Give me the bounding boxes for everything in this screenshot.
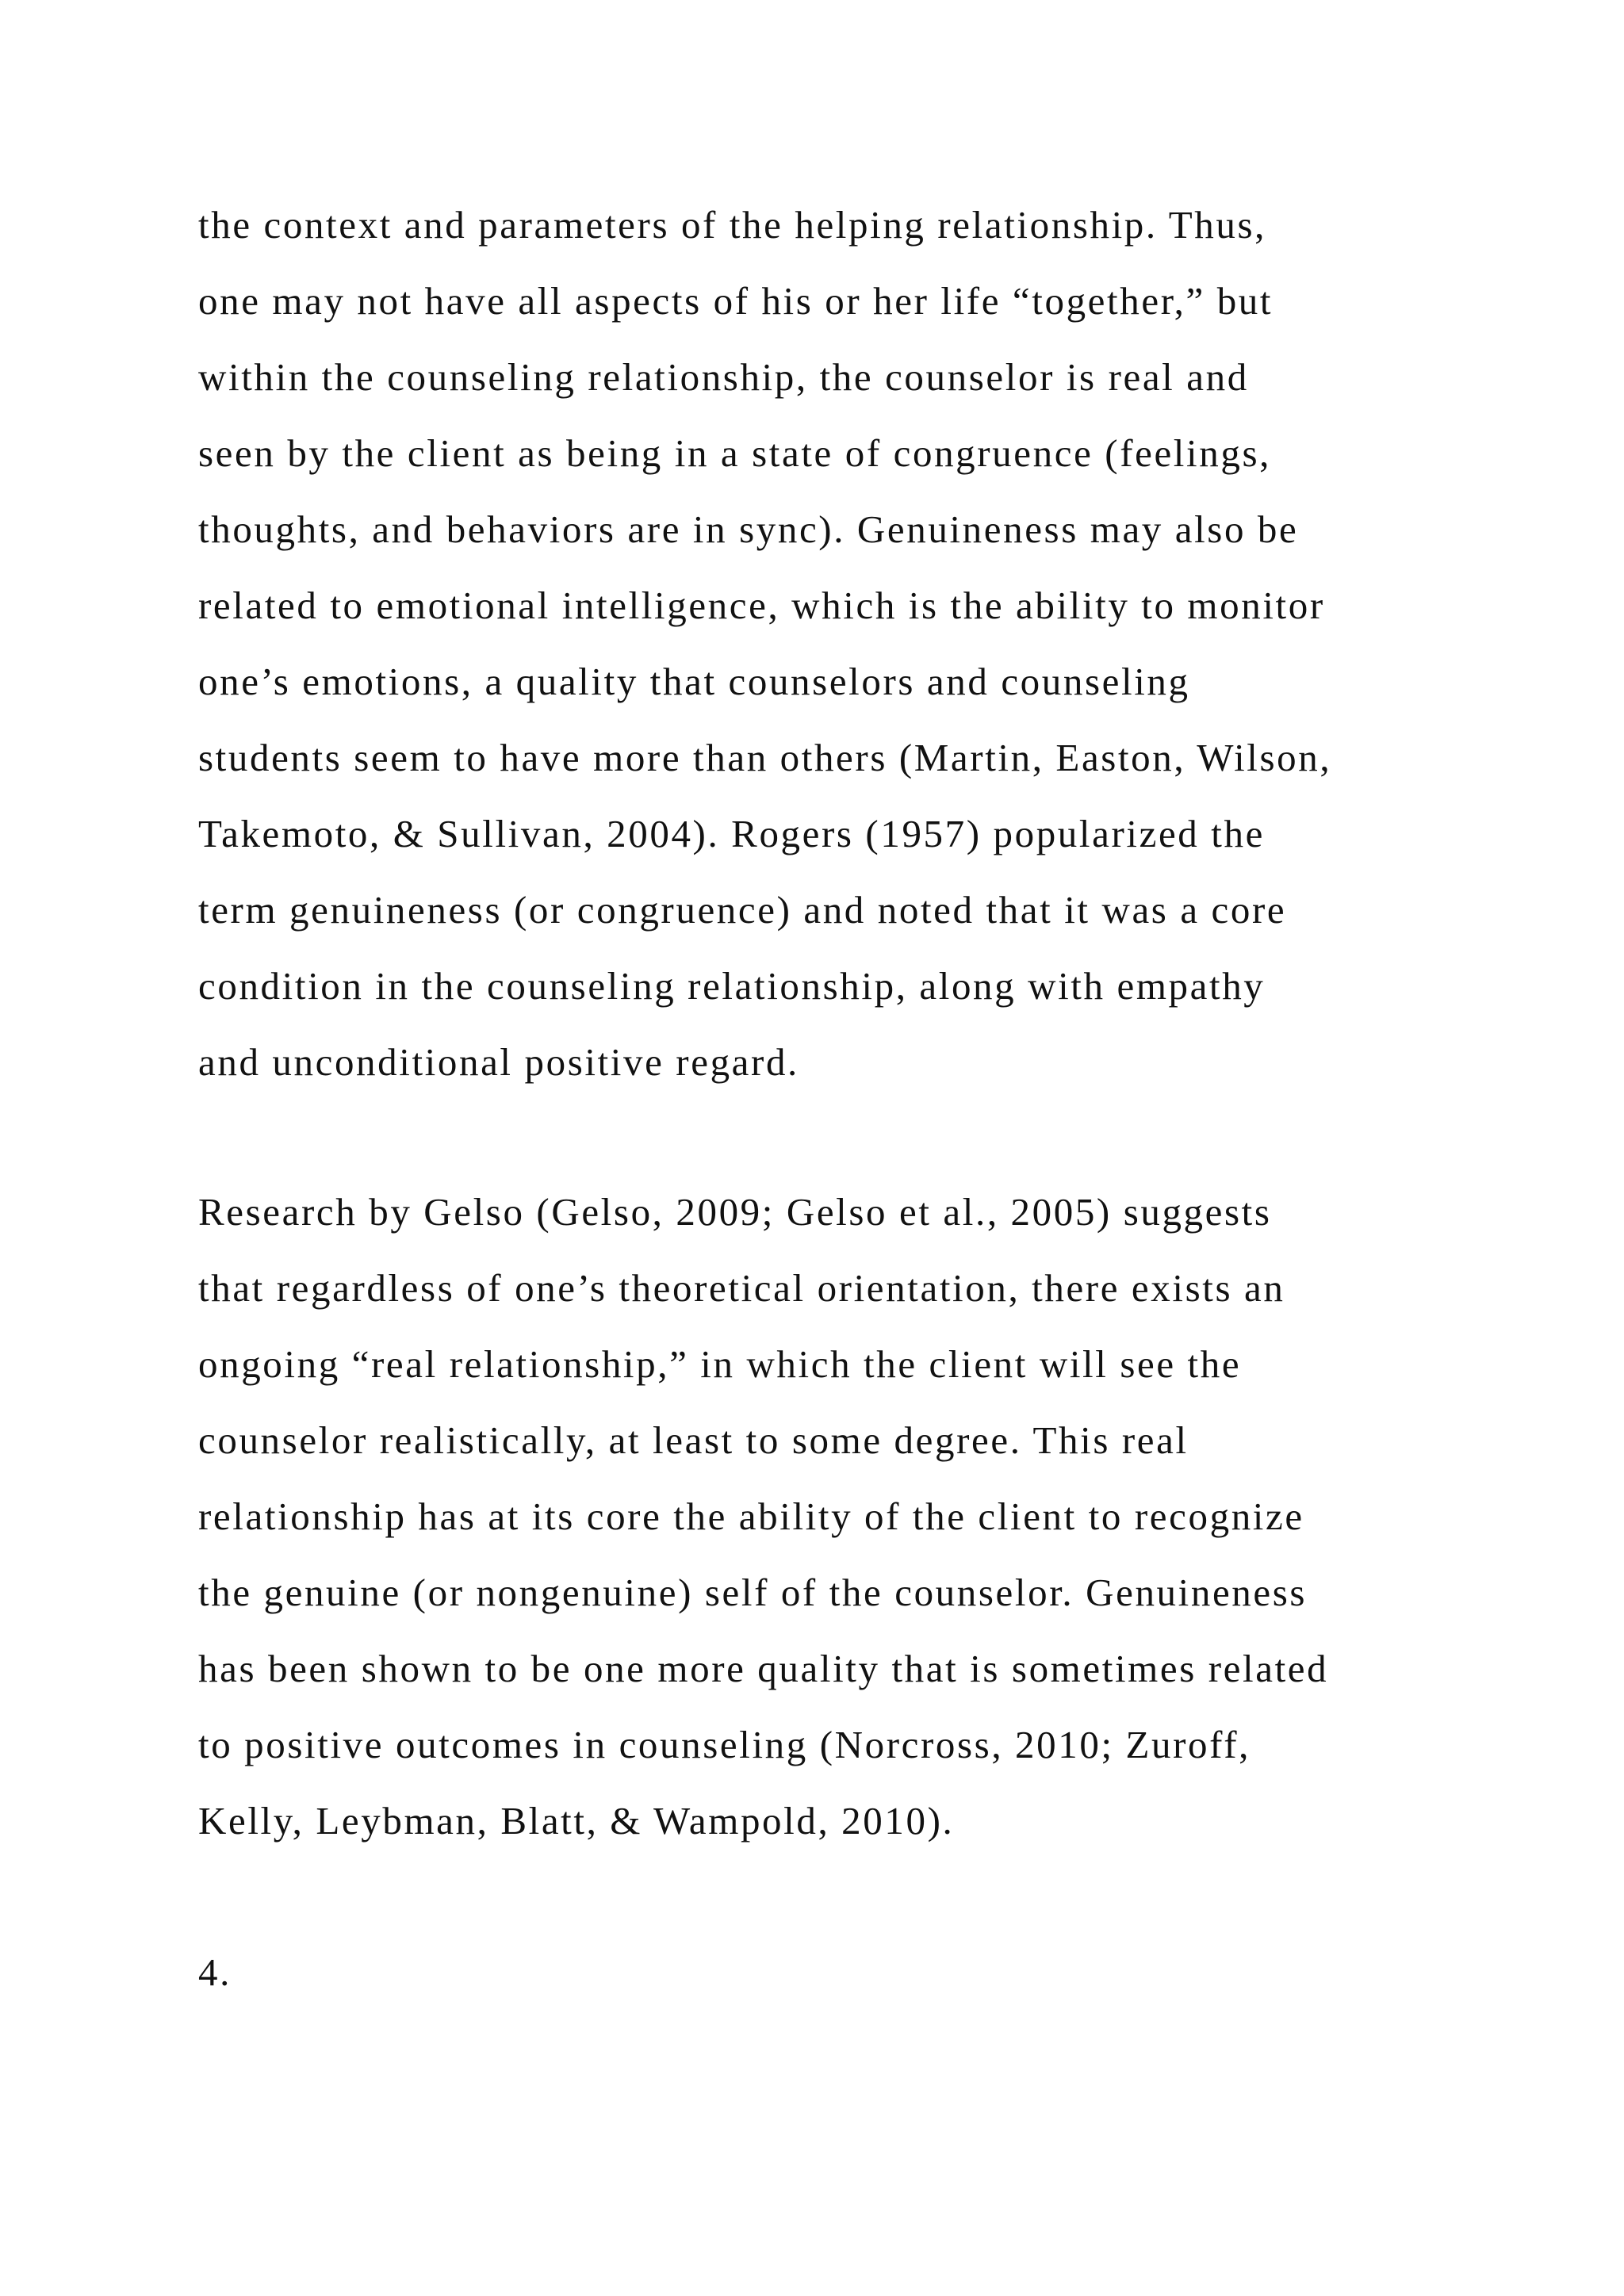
text-line: to positive outcomes in counseling (Norcross, 2010; Zuroff, — [198, 1723, 1251, 1766]
text-line: seen by the client as being in a state of congruence (feelings, — [198, 431, 1271, 475]
text-line: counselor realistically, at least to some degree. This real — [198, 1418, 1189, 1462]
text-line: term genuineness (or congruence) and noted that it was a core — [198, 888, 1287, 932]
text-line: Research by Gelso (Gelso, 2009; Gelso et al., 2005) suggests — [198, 1190, 1272, 1234]
text-line: related to emotional intelligence, which is the ability to monitor — [198, 584, 1325, 627]
text-line: the genuine (or nongenuine) self of the counselor. Genuineness — [198, 1571, 1308, 1614]
text-line: the context and parameters of the helping relationship. Thus, — [198, 203, 1266, 247]
section-number-text: 4. — [198, 1950, 232, 1994]
section-number — [198, 1934, 1546, 2011]
text-line: within the counseling relationship, the counselor is real and — [198, 355, 1249, 399]
text-line: and unconditional positive regard. — [198, 1040, 799, 1084]
text-line: ongoing “real relationship,” in which the client will see the — [198, 1342, 1242, 1386]
text-line: that regardless of one’s theoretical orientation, there exists an — [198, 1266, 1285, 1310]
text-line: one’s emotions, a quality that counselors and counseling — [198, 660, 1190, 703]
text-line: Takemoto, & Sullivan, 2004). Rogers (1957) popularized the — [198, 812, 1265, 855]
text-line: relationship has at its core the ability of the client to recognize — [198, 1494, 1304, 1538]
text-line: one may not have all aspects of his or her life “together,” but — [198, 279, 1274, 323]
text-line: Kelly, Leybman, Blatt, & Wampold, 2010). — [198, 1799, 955, 1843]
text-line: thoughts, and behaviors are in sync). Genuineness may also be — [198, 507, 1299, 551]
text-line: condition in the counseling relationship, along with empathy — [198, 964, 1266, 1008]
text-line: has been shown to be one more quality that is sometimes related — [198, 1647, 1329, 1690]
paragraph-genuineness-congruence — [198, 187, 1546, 1100]
paragraph-real-relationship — [198, 1174, 1546, 1859]
text-line: students seem to have more than others (Martin, Easton, Wilson, — [198, 736, 1332, 779]
